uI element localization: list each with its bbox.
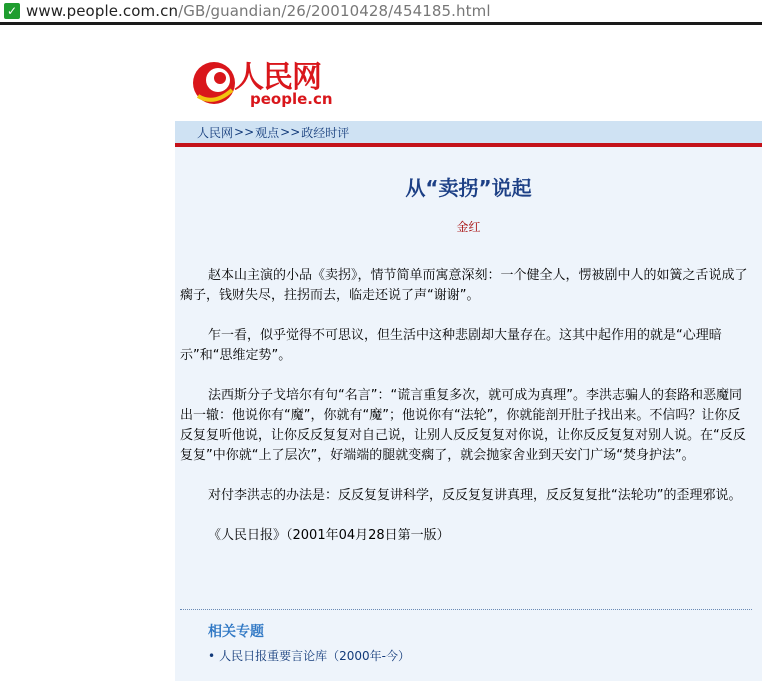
url-host: www.people.com.cn [26, 2, 179, 20]
breadcrumb-separator: >> [280, 125, 301, 139]
site-logo[interactable] [190, 52, 350, 112]
related-topics-title: 相关专题 [208, 624, 264, 640]
article-paragraph: 法西斯分子戈培尔有句“名言”：“谎言重复多次，就可成为真理”。李洪志骗人的套路和恶魔同出一辙：他说你有“魔”，你就有“魔”；他说你有“法轮”，你就能剖开肚子找出来。不信吗？让你反反复复听他说，让你反反复复对自己说，让别人反反复复对你说，让你反反复复对别人说。在“反反复复”中你就“上了层次”，好端端的腿就变瘸了，就会抛家舍业到天安门广场“焚身护法”。 [180, 388, 746, 463]
breadcrumb-item-home[interactable]: 人民网 [197, 125, 234, 140]
address-bar[interactable] [0, 0, 762, 25]
logo-english: people.cn [250, 90, 333, 108]
bullet-icon: • [208, 649, 216, 663]
breadcrumb-item-politics[interactable]: 政经时评 [301, 125, 350, 140]
article-source: 《人民日报》（2001年04月28日第一版） [208, 528, 450, 543]
article-author: 金红 [456, 220, 481, 234]
article-title: 从“卖拐”说起 [405, 176, 532, 200]
breadcrumb [175, 121, 762, 143]
url-path: /GB/guandian/26/20010428/454185.html [178, 2, 491, 20]
logo-chinese: 人民网 [234, 60, 321, 95]
breadcrumb-item-opinion[interactable]: 观点 [255, 125, 280, 140]
article-paragraph: 对付李洪志的办法是：反反复复讲科学，反反复复讲真理，反反复复批“法轮功”的歪理邪说。 [208, 488, 742, 503]
related-topic-link[interactable] [208, 647, 410, 664]
article-paragraph: 赵本山主演的小品《卖拐》，情节简单而寓意深刻：一个健全人，愣被剧中人的如簧之舌说成了瘸子，钱财失尽，拄拐而去，临走还说了声“谢谢”。 [180, 268, 748, 303]
article-body [180, 266, 750, 566]
breadcrumb-separator: >> [234, 125, 255, 139]
related-topic-label: 人民日报重要言论库（2000年-今） [219, 649, 410, 663]
url-text[interactable] [26, 2, 491, 20]
dotted-divider [180, 609, 752, 610]
check-icon: ✓ [4, 3, 20, 19]
article-paragraph: 乍一看，似乎觉得不可思议，但生活中这种悲剧却大量存在。这其中起作用的就是“心理暗示”和“思维定势”。 [180, 328, 722, 363]
